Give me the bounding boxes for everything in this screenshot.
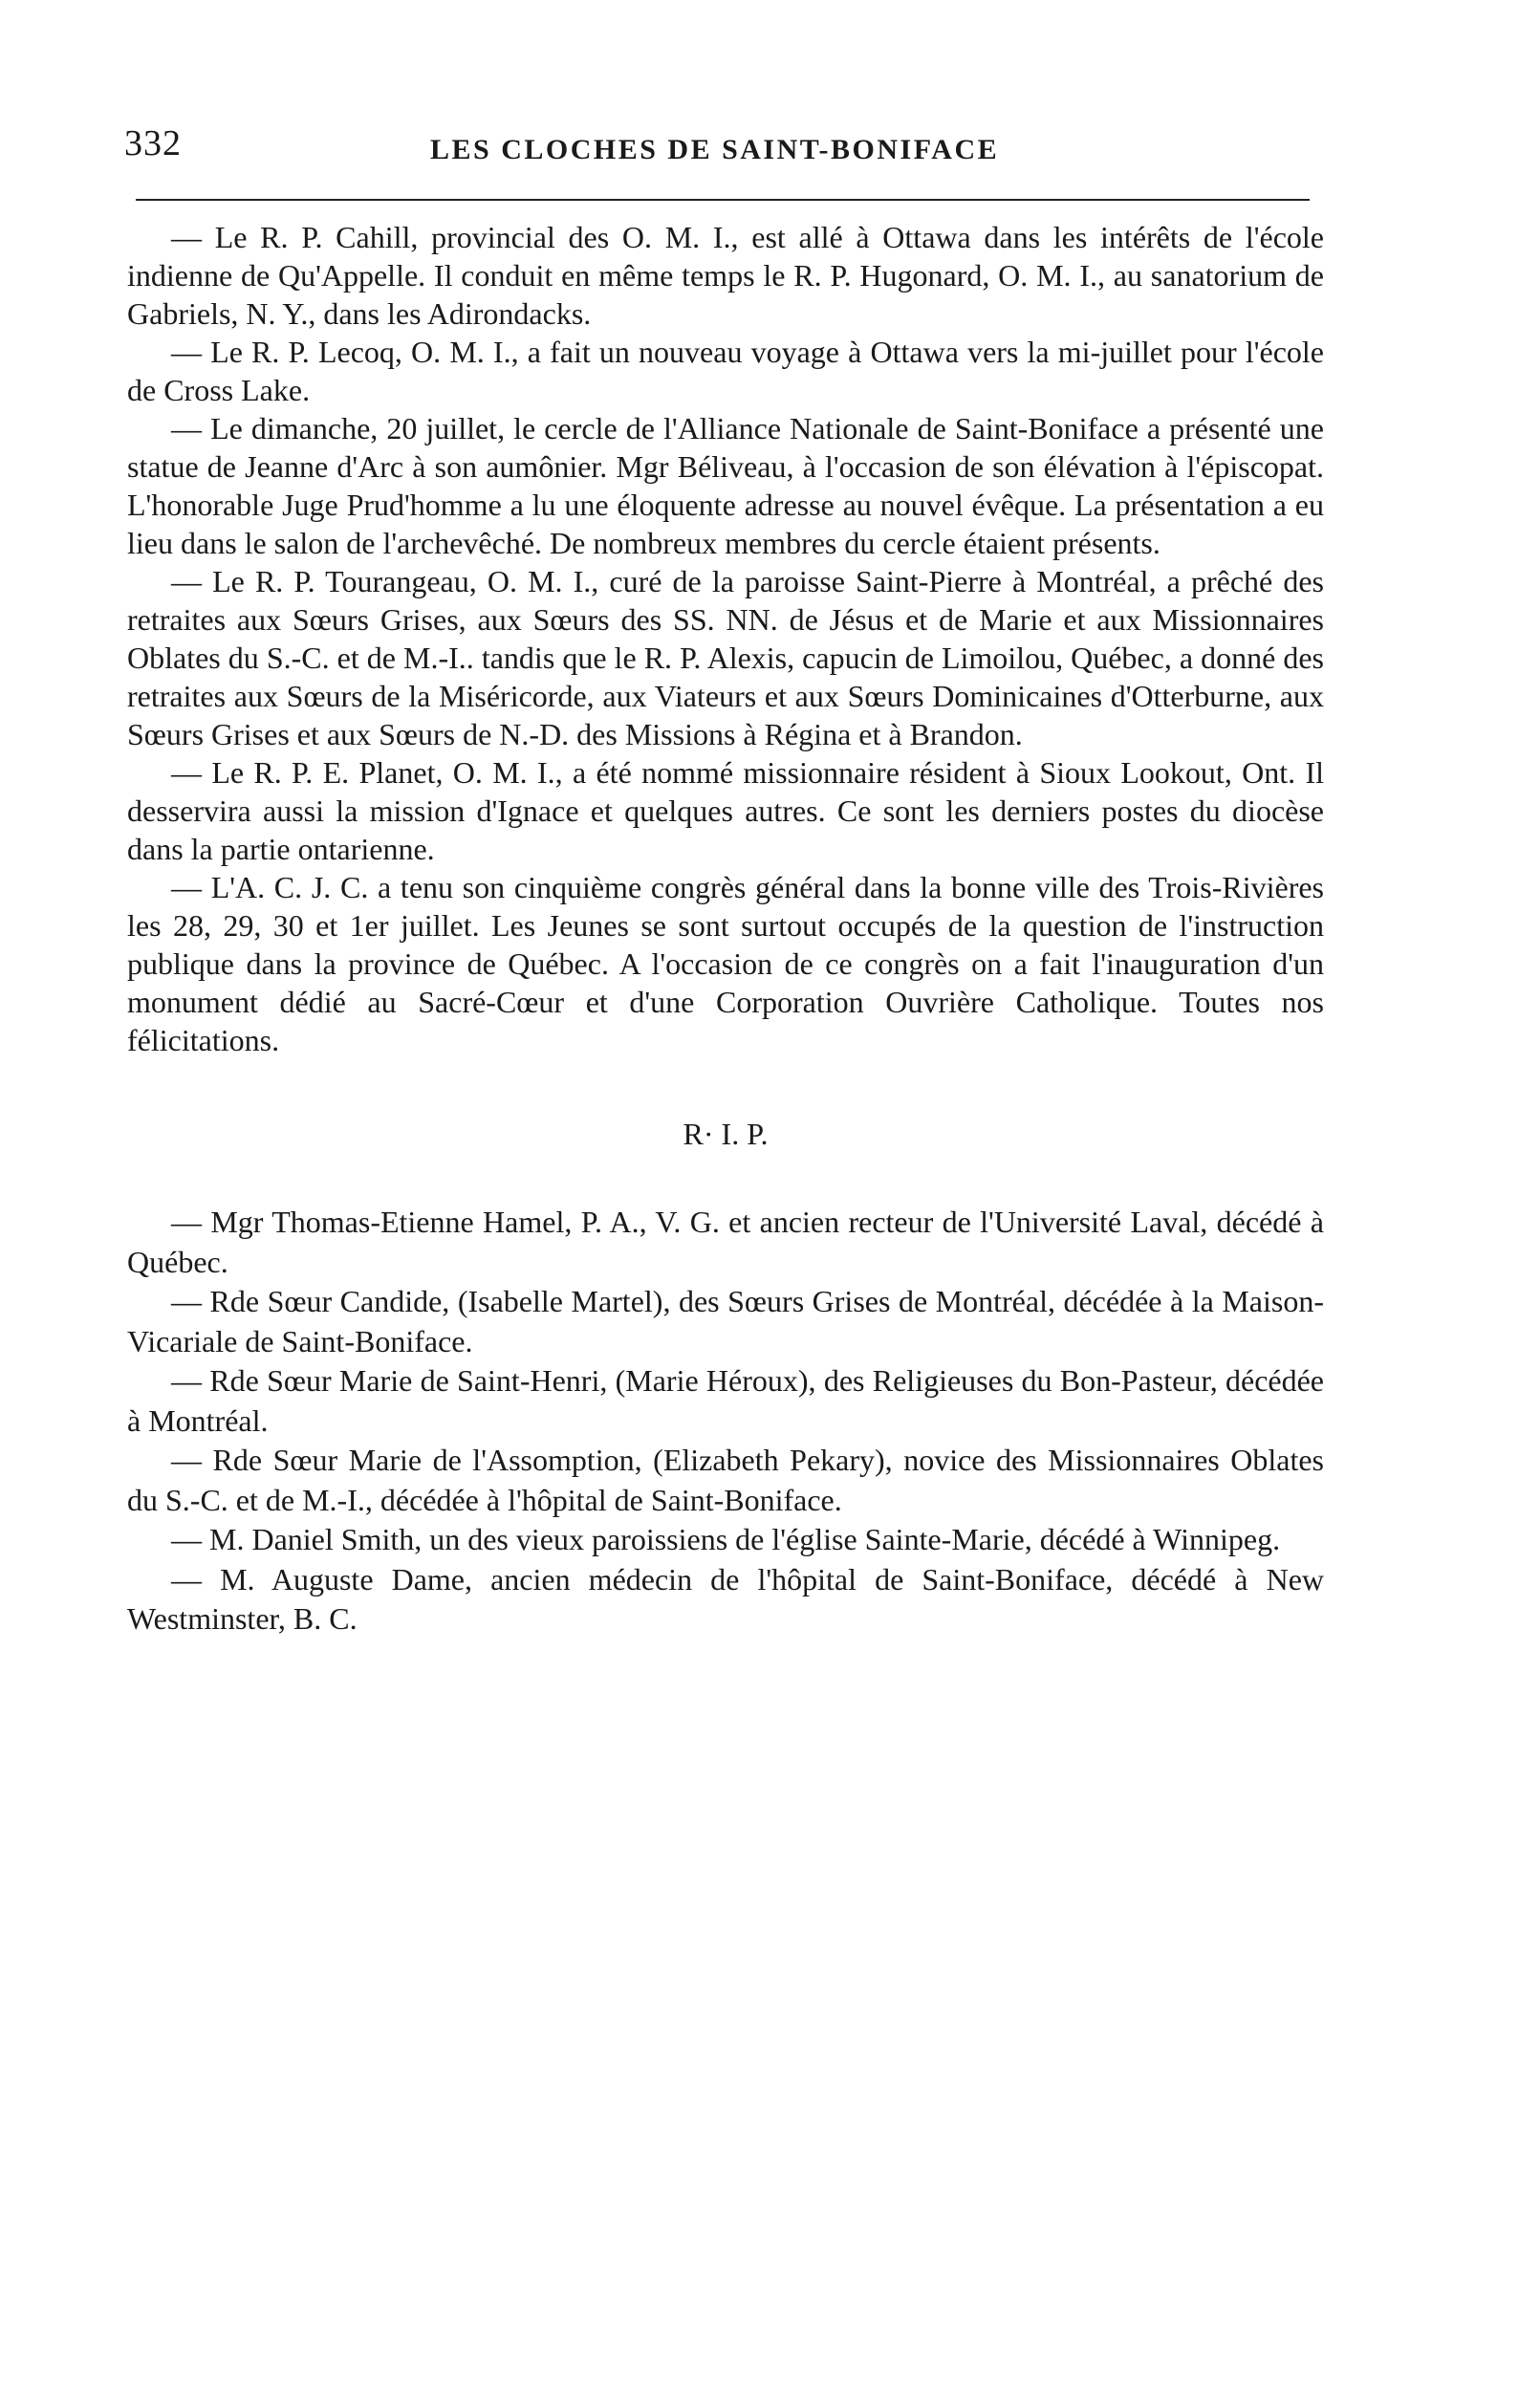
obituary-entry: — Rde Sœur Marie de Saint-Henri, (Marie Héroux), des Religieuses du Bon-Pasteur, décédée à Montréal. — [127, 1363, 1324, 1438]
news-paragraph: — Le R. P. Tourangeau, O. M. I., curé de la paroisse Saint-Pierre à Montréal, a prêché des retraites aux Sœurs Grises, aux Sœurs des SS. NN. de Jésus et de Marie et aux Missionnaires Oblates du S.-C. et de M.-I.. tandis que le R. P. Alexis, capucin de Limoilou, Québec, a donné des retraites aux Sœurs de la Miséricorde, aux Viateurs et aux Sœurs Dominicaines d'Otterburne, aux Sœurs Grises et aux Sœurs de N.-D. des Missions à Régina et à Brandon. — [127, 564, 1324, 751]
page-number: 332 — [124, 123, 182, 163]
obituary-entry: — Mgr Thomas-Etienne Hamel, P. A., V. G. et ancien recteur de l'Université Laval, décédé à Québec. — [127, 1205, 1324, 1279]
news-paragraph: — Le R. P. Lecoq, O. M. I., a fait un nouveau voyage à Ottawa vers la mi-juillet pour l'école de Cross Lake. — [127, 335, 1324, 407]
obituary-entry: — M. Auguste Dame, ancien médecin de l'hôpital de Saint-Boniface, décédé à New Westminster, B. C. — [127, 1561, 1324, 1636]
page-header — [124, 122, 1319, 180]
rip-section — [127, 1203, 1324, 1640]
news-paragraph: — Le R. P. Cahill, provincial des O. M. I., est allé à Ottawa dans les intérêts de l'école indienne de Qu'Appelle. Il conduit en même temps le R. P. Hugonard, O. M. I., au sanatorium de Gabriels, N. Y., dans les Adirondacks. — [127, 220, 1324, 331]
running-title: LES CLOCHES DE SAINT-BONIFACE — [430, 134, 1000, 165]
news-paragraph: — Le dimanche, 20 juillet, le cercle de l'Alliance Nationale de Saint-Boniface a présenté une statue de Jeanne d'Arc à son aumônier. Mgr Béliveau, à l'occasion de son élévation à l'épiscopat. L'honorable Juge Prud'homme a lu une éloquente adresse au nouvel évêque. La présentation a eu lieu dans le salon de l'archevêché. De nombreux membres du cercle étaient présents. — [127, 411, 1324, 560]
news-section — [127, 218, 1324, 1059]
header-rule — [136, 199, 1310, 201]
news-paragraph: — L'A. C. J. C. a tenu son cinquième congrès général dans la bonne ville des Trois-Rivières les 28, 29, 30 et 1er juillet. Les Jeunes se sont surtout occupés de la question de l'instruction publique dans la province de Québec. A l'occasion de ce congrès on a fait l'inauguration d'un monument dédié au Sacré-Cœur et d'une Corporation Ouvrière Catholique. Toutes nos félicitations. — [127, 870, 1324, 1057]
news-paragraph: — Le R. P. E. Planet, O. M. I., a été nommé missionnaire résident à Sioux Lookout, Ont. Il desservira aussi la mission d'Ignace et quelques autres. Ce sont les derniers postes du diocèse dans la partie ontarienne. — [127, 755, 1324, 866]
obituary-entry: — Rde Sœur Candide, (Isabelle Martel), des Sœurs Grises de Montréal, décédée à la Maison-Vicariale de Saint-Boniface. — [127, 1284, 1324, 1358]
obituary-entry: — M. Daniel Smith, un des vieux paroissiens de l'église Sainte-Marie, décédé à Winnipeg. — [171, 1522, 1281, 1556]
page-body — [127, 218, 1324, 1640]
obituary-entry: — Rde Sœur Marie de l'Assomption, (Elizabeth Pekary), novice des Missionnaires Oblates du S.-C. et de M.-I., décédée à l'hôpital de Saint-Boniface. — [127, 1443, 1324, 1517]
rip-section-title: R· I. P. — [683, 1117, 769, 1151]
